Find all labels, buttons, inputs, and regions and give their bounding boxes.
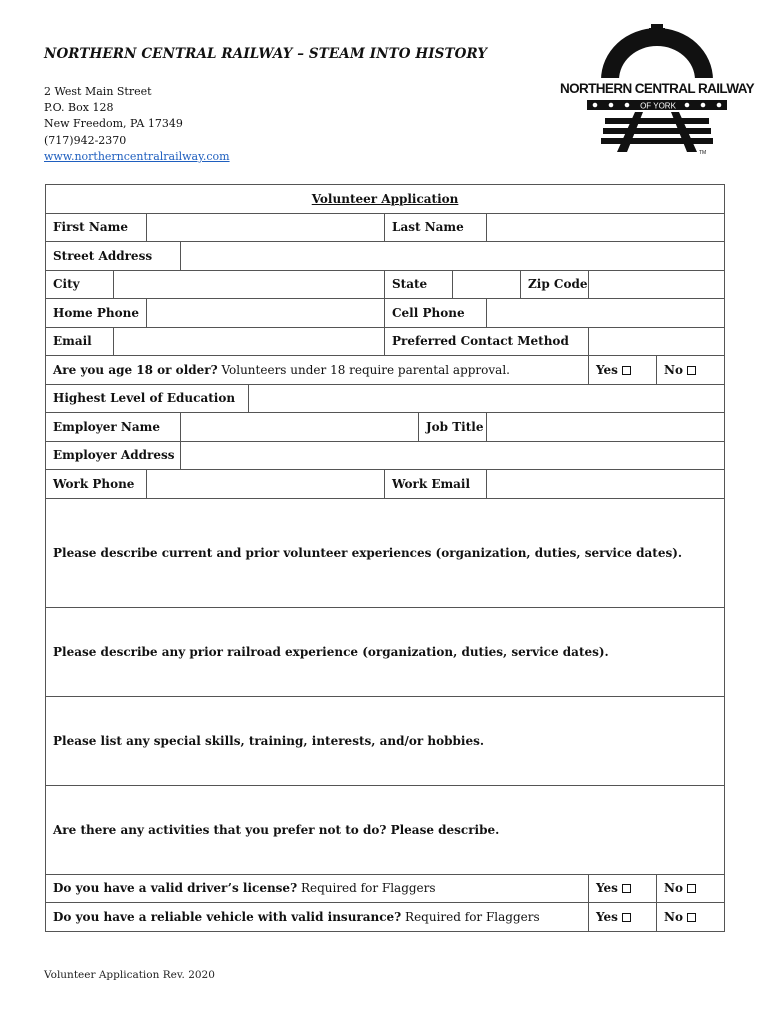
vehicle-note: Required for Flaggers bbox=[405, 909, 540, 924]
phone-number: (717)942-2370 bbox=[44, 133, 127, 147]
home-phone-label: Home Phone bbox=[46, 299, 147, 328]
employer-address-label: Employer Address bbox=[46, 441, 181, 470]
email-field[interactable] bbox=[114, 327, 385, 356]
job-title-field[interactable] bbox=[487, 413, 725, 442]
logo-subtitle-text: OF YORK bbox=[640, 101, 676, 111]
employer-name-label: Employer Name bbox=[46, 413, 181, 442]
volunteer-experience-prompt: Please describe current and prior volunteer experiences (organization, duties, service dates). bbox=[53, 545, 683, 560]
employer-name-field[interactable] bbox=[181, 413, 419, 442]
license-yes-option[interactable] bbox=[589, 874, 657, 903]
age-question-row bbox=[46, 356, 589, 385]
vehicle-no-option[interactable] bbox=[657, 903, 725, 932]
city-label: City bbox=[46, 270, 114, 299]
cell-phone-field[interactable] bbox=[487, 299, 725, 328]
education-field[interactable] bbox=[249, 384, 725, 413]
logo-name-text: NORTHERN CENTRAL RAILWAY bbox=[559, 81, 755, 96]
zip-code-label: Zip Code bbox=[521, 270, 589, 299]
employer-address-field[interactable] bbox=[181, 441, 725, 470]
state-label: State bbox=[385, 270, 453, 299]
address-po-box: P.O. Box 128 bbox=[44, 101, 114, 115]
address-city-state-zip: New Freedom, PA 17349 bbox=[44, 117, 183, 131]
license-yes-label: Yes bbox=[596, 881, 618, 896]
job-title-label: Job Title bbox=[419, 413, 487, 442]
age-question: Are you age 18 or older? bbox=[53, 362, 218, 377]
preferred-contact-field[interactable] bbox=[589, 327, 725, 356]
preferred-contact-label: Preferred Contact Method bbox=[385, 327, 589, 356]
age-note: Volunteers under 18 require parental approval. bbox=[221, 362, 510, 377]
railroad-experience-field[interactable] bbox=[46, 607, 725, 696]
avoid-activities-field[interactable] bbox=[46, 785, 725, 874]
email-label: Email bbox=[46, 327, 114, 356]
first-name-label: First Name bbox=[46, 213, 147, 242]
vehicle-yes-checkbox[interactable] bbox=[622, 913, 631, 922]
age-yes-checkbox[interactable] bbox=[622, 366, 631, 375]
vehicle-question: Do you have a reliable vehicle with valid insurance? bbox=[53, 909, 402, 924]
form-title: Volunteer Application bbox=[46, 185, 725, 214]
last-name-field[interactable] bbox=[487, 213, 725, 242]
volunteer-experience-field[interactable] bbox=[46, 498, 725, 607]
age-no-option[interactable] bbox=[657, 356, 725, 385]
address-street: 2 West Main Street bbox=[44, 85, 152, 98]
railway-logo bbox=[559, 22, 755, 156]
education-label: Highest Level of Education bbox=[46, 384, 249, 413]
work-phone-field[interactable] bbox=[147, 470, 385, 499]
work-email-field[interactable] bbox=[487, 470, 725, 499]
first-name-field[interactable] bbox=[147, 213, 385, 242]
street-address-field[interactable] bbox=[181, 242, 725, 271]
vehicle-no-checkbox[interactable] bbox=[687, 913, 696, 922]
volunteer-application-form bbox=[45, 184, 725, 932]
cell-phone-label: Cell Phone bbox=[385, 299, 487, 328]
zip-code-field[interactable] bbox=[589, 270, 725, 299]
skills-field[interactable] bbox=[46, 696, 725, 785]
work-phone-label: Work Phone bbox=[46, 470, 147, 499]
vehicle-question-row bbox=[46, 903, 589, 932]
age-no-checkbox[interactable] bbox=[687, 366, 696, 375]
home-phone-field[interactable] bbox=[147, 299, 385, 328]
vehicle-yes-option[interactable] bbox=[589, 903, 657, 932]
work-email-label: Work Email bbox=[385, 470, 487, 499]
license-question-row bbox=[46, 874, 589, 903]
revision-footer: Volunteer Application Rev. 2020 bbox=[44, 969, 215, 981]
license-note: Required for Flaggers bbox=[300, 881, 436, 896]
organization-title: NORTHERN CENTRAL RAILWAY – STEAM INTO HISTORY bbox=[44, 46, 488, 62]
license-no-option[interactable] bbox=[657, 874, 725, 903]
license-no-label: No bbox=[664, 881, 683, 896]
vehicle-yes-label: Yes bbox=[596, 909, 618, 924]
age-no-label: No bbox=[664, 362, 683, 377]
skills-prompt: Please list any special skills, training, interests, and/or hobbies. bbox=[53, 733, 485, 748]
vehicle-no-label: No bbox=[664, 909, 683, 924]
last-name-label: Last Name bbox=[385, 213, 487, 242]
age-yes-label: Yes bbox=[596, 362, 618, 377]
city-field[interactable] bbox=[114, 270, 385, 299]
logo-trademark: TM bbox=[699, 150, 707, 156]
address-block bbox=[44, 84, 230, 165]
license-yes-checkbox[interactable] bbox=[622, 884, 631, 893]
website-link[interactable]: www.northerncentralrailway.com bbox=[44, 149, 230, 163]
age-yes-option[interactable] bbox=[589, 356, 657, 385]
avoid-activities-prompt: Are there any activities that you prefer not to do? Please describe. bbox=[53, 822, 500, 837]
license-no-checkbox[interactable] bbox=[687, 884, 696, 893]
street-address-label: Street Address bbox=[46, 242, 181, 271]
state-field[interactable] bbox=[453, 270, 521, 299]
railroad-experience-prompt: Please describe any prior railroad experience (organization, duties, service dates). bbox=[53, 644, 609, 659]
license-question: Do you have a valid driver’s license? bbox=[53, 881, 298, 896]
